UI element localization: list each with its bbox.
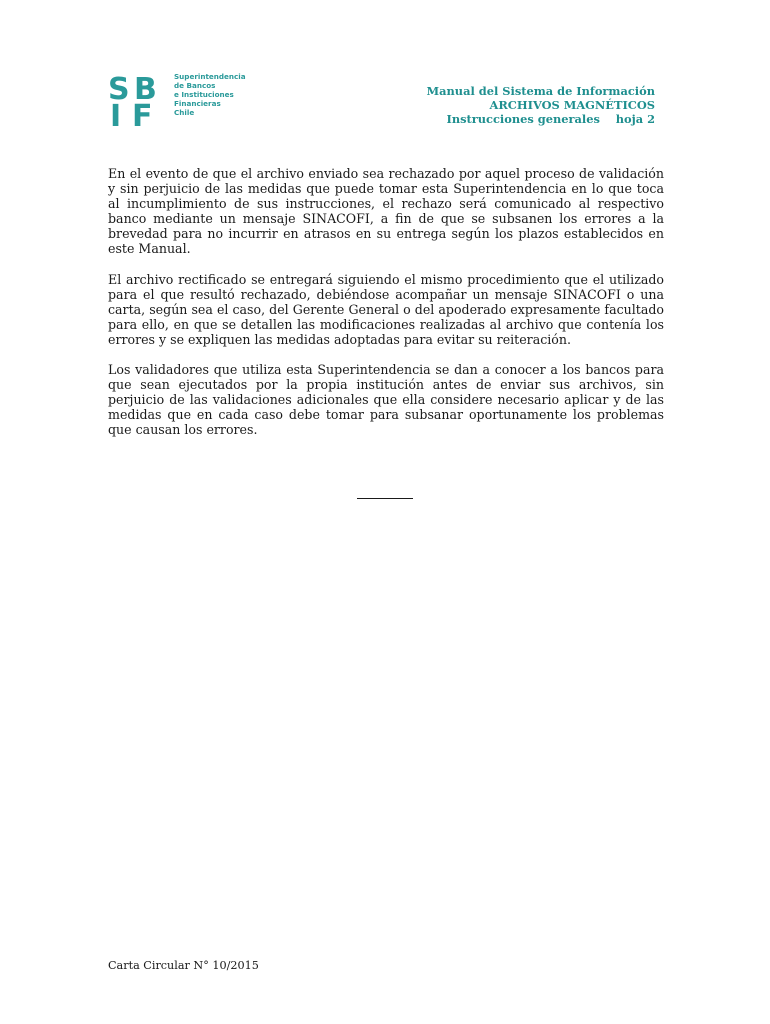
header-section-title: ARCHIVOS MAGNÉTICOS bbox=[489, 98, 655, 113]
paragraph-rejection: En el evento de que el archivo enviado sea rechazado por aquel proceso de validación y sin perjuicio de las medidas que puede tomar esta Superintendencia en lo que toca al incumplimiento de sus instrucciones, el rechazo será comunicado al respectivo banco mediante un mensaje SINACOFI, a fin de que se subsanen los errores a la brevedad para no incurrir en atrasos en su entrega según los plazos establecidos en este Manual. bbox=[108, 166, 664, 257]
sbif-logo bbox=[108, 72, 248, 128]
sbif-logo-mark bbox=[108, 72, 168, 128]
header-manual-title: Manual del Sistema de Información bbox=[426, 84, 655, 98]
paragraph-validators: Los validadores que utiliza esta Superintendencia se dan a conocer a los bancos para que sean ejecutados por la propia institución antes de enviar sus archivos, sin perjuicio de las validaciones adicionales que ella considere necesario aplicar y de las medidas que en cada caso debe tomar para subsanar oportunamente los problemas que causan los errores. bbox=[108, 362, 664, 438]
logo-letter-i: I bbox=[110, 99, 122, 128]
page-footer: Carta Circular N° 10/2015 bbox=[108, 959, 259, 972]
page-header bbox=[427, 84, 655, 127]
header-subsection-page: Instrucciones generales hoja 2 bbox=[446, 112, 655, 127]
logo-line: Superintendencia bbox=[174, 72, 246, 81]
end-of-section-rule bbox=[357, 498, 413, 499]
logo-letter-f: F bbox=[132, 99, 153, 128]
logo-text bbox=[174, 72, 246, 117]
paragraph-rectified-file: El archivo rectificado se entregará siguiendo el mismo procedimiento que el utilizado para el que resultó rechazado, debiéndose acompañar un mensaje SINACOFI o una carta, según sea el caso, del Gerente General o del apoderado expresamente facultado para ello, en que se detallen las modificaciones realizadas al archivo que contenía los errores y se expliquen las medidas adoptadas para evitar su reiteración. bbox=[108, 271, 664, 347]
logo-line: Financieras bbox=[174, 99, 221, 109]
logo-line: e Instituciones bbox=[174, 90, 234, 100]
logo-letter-b: B bbox=[134, 72, 157, 107]
logo-line: Chile bbox=[174, 108, 195, 118]
logo-line: de Bancos bbox=[174, 81, 216, 91]
document-body bbox=[108, 166, 664, 453]
logo-letter-s: S bbox=[108, 72, 130, 107]
